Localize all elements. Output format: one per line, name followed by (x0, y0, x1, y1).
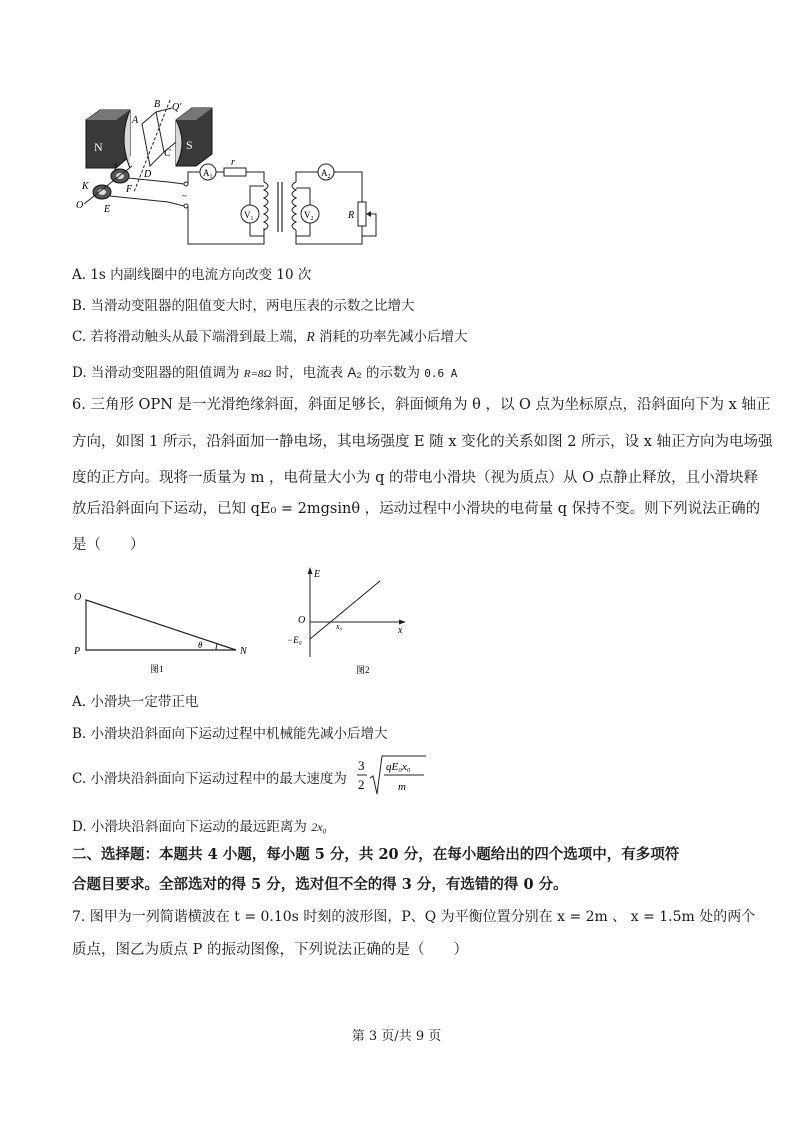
svg-text:K: K (82, 181, 89, 192)
svg-text:E: E (104, 204, 111, 215)
svg-text:E: E (314, 569, 321, 580)
incline-figure-1 (70, 588, 260, 678)
svg-text:O: O (298, 615, 306, 626)
svg-text:O: O (74, 592, 82, 603)
q7-stem-line-2: 质点，图乙为质点 P 的振动图像，下列说法正确的是（ ） (72, 942, 468, 958)
svg-text:图2: 图2 (356, 665, 370, 675)
svg-text:B: B (154, 99, 161, 110)
svg-text:D: D (144, 169, 152, 180)
svg-text:θ: θ (198, 640, 203, 650)
q6-stem-line-1: 6. 三角形 OPN 是一光滑绝缘斜面，斜面足够长，斜面倾角为 θ ，以 O 点为坐标原点，沿斜面向下为 x 轴正 (72, 397, 771, 413)
svg-text:V1: $V_1$ (244, 210, 254, 222)
svg-text:r: r (231, 157, 235, 168)
q5-option-a: A. 1s 内副线圈中的电流方向改变 10 次 (72, 267, 312, 283)
svg-text:~: ~ (182, 191, 187, 201)
svg-text:图1: 图1 (150, 664, 164, 674)
q5-option-b: B. 当滑动变阻器的阻值变大时，两电压表的示数之比增大 (72, 298, 415, 314)
e-x-graph-figure-2 (284, 563, 414, 678)
svg-text:R: R (348, 210, 355, 221)
svg-text:2: 2 (358, 777, 365, 792)
q6-stem-line-3: 度的正方向。现将一质量为 m ，电荷量大小为 q 的带电小滑块（视为质点）从 O 点静止释放，且小滑块释 (72, 470, 759, 486)
q6-stem-line-4: 放后沿斜面向下运动，已知 qE₀ = 2mgsinθ ，运动过程中小滑块的电荷量 q 保持不变。则下列说法正确的 (72, 501, 761, 517)
svg-text:qE₀x₀: qE₀x₀ (386, 761, 411, 773)
svg-text:O: O (76, 200, 84, 211)
svg-text:x₀: x₀ (336, 622, 343, 631)
q6-stem-line-2: 方向，如图 1 所示，沿斜面加一静电场，其电场强度 E 随 x 变化的关系如图 2 所示，设 x 轴正方向为电场强 (72, 434, 773, 450)
svg-text:P: P (74, 646, 81, 657)
section-2-header-line-2: 合题目要求。全部选对的得 5 分，选对但不全的得 3 分，有选错的得 0 分。 (72, 876, 568, 893)
page-footer: 第 3 页/共 9 页 (351, 1029, 442, 1044)
svg-text:S: S (186, 138, 193, 152)
q6-stem-line-5: 是（ ） (72, 537, 145, 553)
svg-text:C: C (164, 148, 171, 159)
svg-text:x: x (398, 625, 403, 636)
generator-transformer-figure (72, 96, 392, 248)
svg-text:V2: $V_2$ (304, 210, 314, 222)
svg-text:N: N (94, 140, 103, 154)
svg-text:A: A (132, 115, 139, 126)
q5-option-c: C. 若将滑动触头从最下端滑到最上端，R 消耗的功率先减小后增大 (72, 329, 468, 345)
q7-stem-line-1: 7. 图甲为一列简谐横波在 t = 0.10s 时刻的波形图，P、Q 为平衡位置分别在 x = 2m 、 x = 1.5m 处的两个 (72, 909, 756, 925)
section-2-header-line-1: 二、选择题：本题共 4 小题，每小题 5 分，共 20 分，在每小题给出的四个选项中，有多项符 (72, 846, 680, 863)
svg-text:m: m (398, 781, 406, 793)
svg-text:L: L (114, 162, 120, 172)
svg-text:N: N (240, 646, 247, 657)
q6-option-b: B. 小滑块沿斜面向下运动过程中机械能先减小后增大 (72, 726, 388, 742)
q6-option-c: C. 小滑块沿斜面向下运动过程中的最大速度为 (72, 771, 347, 787)
max-speed-formula (356, 752, 428, 798)
svg-text:Q': Q' (172, 102, 182, 113)
svg-text:−E₀: −E₀ (287, 635, 302, 645)
svg-text:F: F (126, 184, 133, 195)
svg-text:A1: $A_1$ (203, 168, 213, 180)
q5-option-d: D. 当滑动变阻器的阻值调为 R=8Ω 时，电流表 A₂ 的示数为 0.6 A (72, 365, 458, 381)
svg-text:A2: $A_2$ (321, 168, 331, 180)
q6-option-a: A. 小滑块一定带正电 (72, 694, 199, 710)
q6-option-d: D. 小滑块沿斜面向下运动的最远距离为 2x₀ (72, 819, 327, 835)
svg-text:3: 3 (358, 758, 365, 773)
